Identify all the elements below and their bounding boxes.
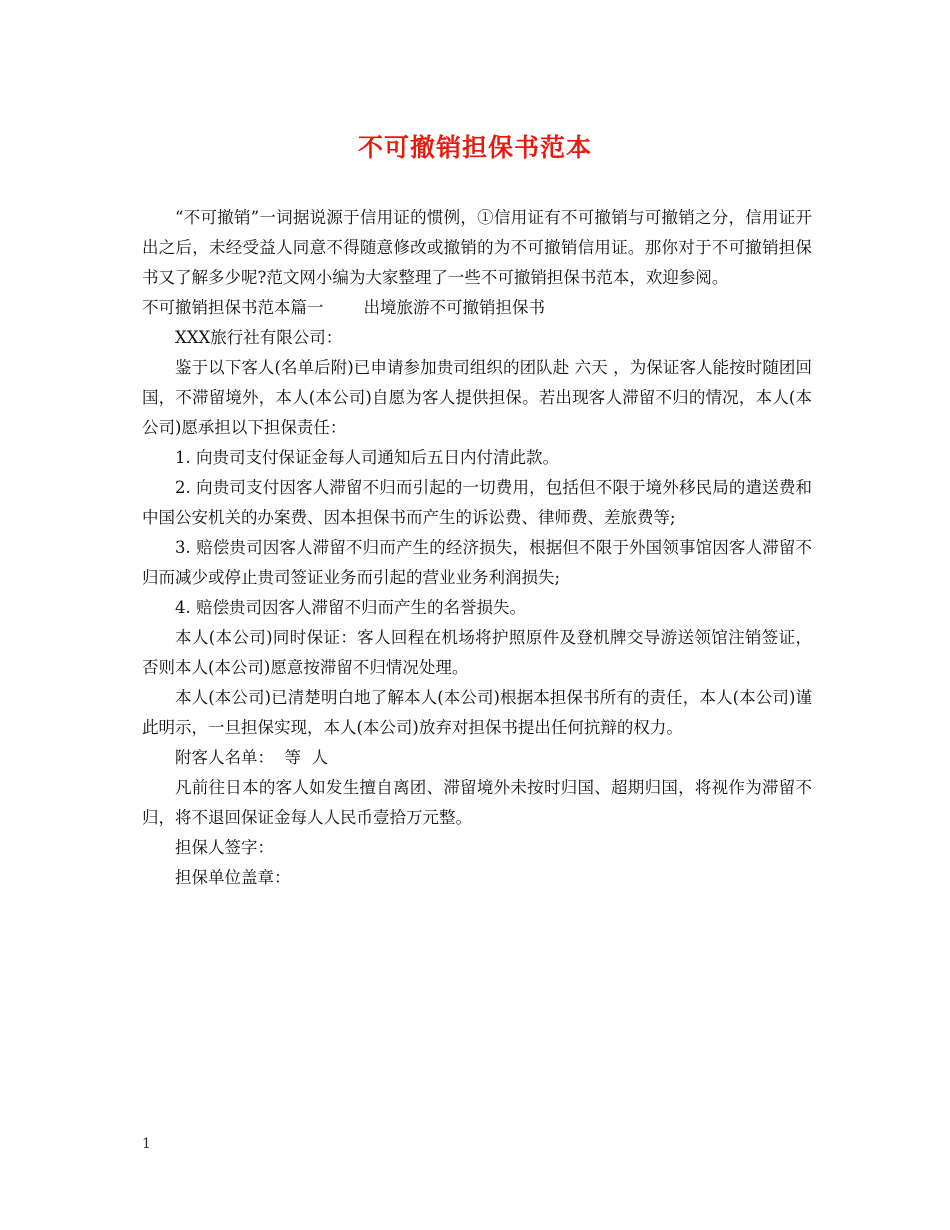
section-heading: 不可撤销担保书范本篇一 bbox=[142, 298, 324, 317]
signature-line: 担保人签字： bbox=[175, 838, 274, 857]
addressee: XXX旅行社有限公司： bbox=[175, 328, 343, 347]
document-body bbox=[142, 203, 812, 893]
page-number: 1 bbox=[142, 1136, 151, 1152]
seal-line: 担保单位盖章： bbox=[175, 868, 291, 887]
guest-list-line: 附客人名单： 等 人 bbox=[175, 748, 328, 767]
document-title: 不可撤销担保书范本 bbox=[357, 133, 592, 162]
liability-item-1: 1. 向贵司支付保证金每人司通知后五日内付清此款。 bbox=[175, 448, 559, 467]
liability-item-2: 2. 向贵司支付因客人滞留不归而引起的一切费用，包括但不限于境外移民局的遣送费和中国公安机关的办案费、因本担保书而产生的诉讼费、律师费、差旅费等; bbox=[142, 478, 812, 527]
japan-clause: 凡前往日本的客人如发生擅自离团、滞留境外未按时归国、超期归国，将视作为滞留不归，将不退回保证金每人人民币壹拾万元整。 bbox=[142, 778, 812, 827]
section-heading-line bbox=[142, 293, 812, 323]
guarantee-paragraph-1: 鉴于以下客人(名单后附)已申请参加贵司组织的团队赴 六天 ，为保证客人能按时随团回国，不滞留境外，本人(本公司)自愿为客人提供担保。若出现客人滞留不归的情况，本人(本公司)愿承担以下担保责任： bbox=[142, 358, 812, 437]
intro-paragraph: “不可撤销”一词据说源于信用证的惯例，①信用证有不可撤销与可撤销之分，信用证开出之后，未经受益人同意不得随意修改或撤销的为不可撤销信用证。那你对于不可撤销担保书又了解多少呢?范文网小编为大家整理了一些不可撤销担保书范本，欢迎参阅。 bbox=[142, 208, 812, 287]
liability-item-3: 3. 赔偿贵司因客人滞留不归而产生的经济损失，根据但不限于外国领事馆因客人滞留不归而减少或停止贵司签证业务而引起的营业业务利润损失; bbox=[142, 538, 812, 587]
section-subtitle: 出境旅游不可撤销担保书 bbox=[363, 298, 545, 317]
liability-item-4: 4. 赔偿贵司因客人滞留不归而产生的名誉损失。 bbox=[175, 598, 526, 617]
guarantee-paragraph-2: 本人(本公司)同时保证：客人回程在机场将护照原件及登机牌交导游送领馆注销签证，否则本人(本公司)愿意按滞留不归情况处理。 bbox=[142, 628, 812, 677]
guarantee-paragraph-3: 本人(本公司)已清楚明白地了解本人(本公司)根据本担保书所有的责任，本人(本公司)谨此明示，一旦担保实现，本人(本公司)放弃对担保书提出任何抗辩的权力。 bbox=[142, 688, 812, 737]
